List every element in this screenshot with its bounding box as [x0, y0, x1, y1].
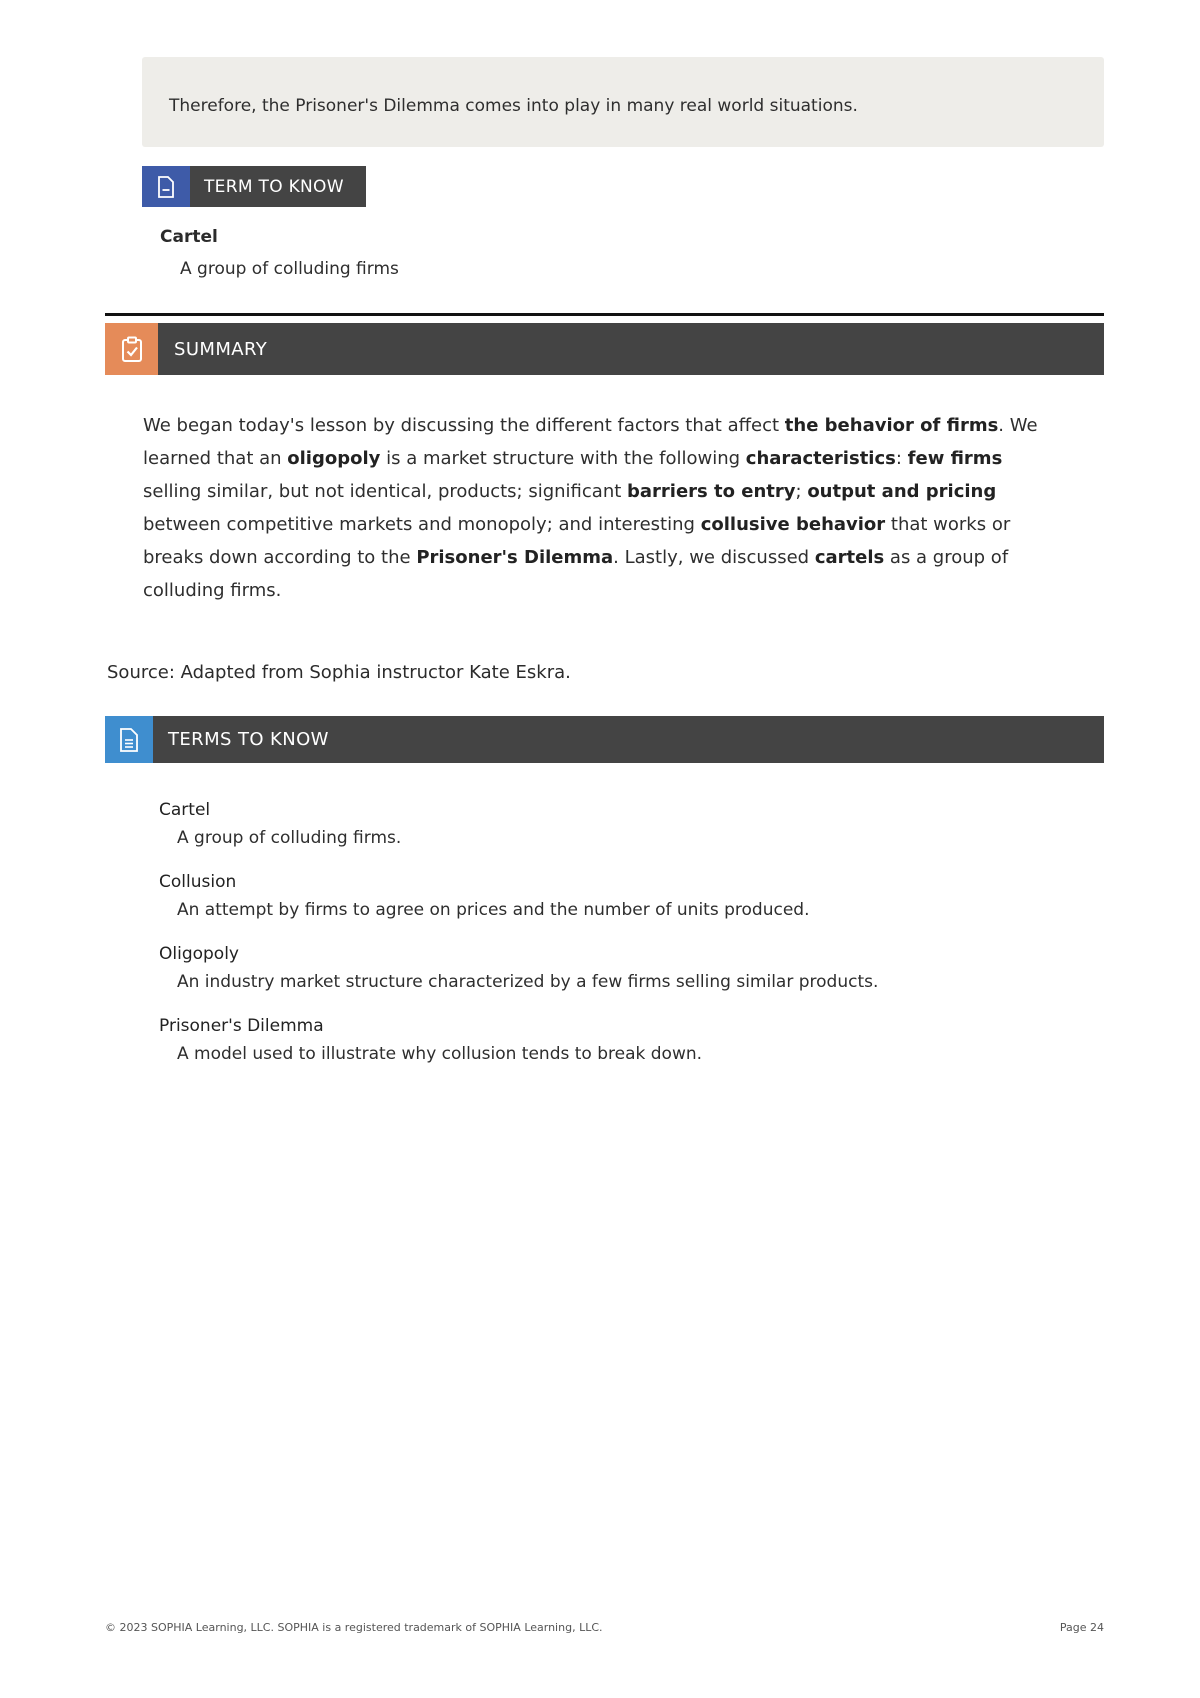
term-definition: A group of colluding firms [180, 259, 399, 279]
terms-list [159, 800, 1059, 1088]
summary-paragraph [143, 409, 1063, 607]
summary-keyword: the behavior of firms [784, 415, 999, 436]
term-name: Collusion [159, 872, 237, 892]
footer-copyright: © 2023 SOPHIA Learning, LLC. SOPHIA is a registered trademark of SOPHIA Learning, LLC. [105, 1621, 603, 1634]
summary-text-segment: : [895, 448, 908, 469]
summary-text-segment: that works or breaks down according to the [143, 514, 1011, 568]
summary-keyword: few firms [907, 448, 1003, 469]
term-name: Cartel [159, 800, 211, 820]
summary-header [105, 323, 1104, 375]
summary-text-segment: ; [795, 481, 808, 502]
summary-keyword: barriers to entry [627, 481, 796, 502]
source-line: Source: Adapted from Sophia instructor Kate Eskra. [107, 662, 571, 683]
summary-text-segment: is a market structure with the following [380, 448, 746, 469]
term-definition: An attempt by firms to agree on prices and the number of units produced. [177, 900, 810, 920]
note-box [142, 57, 1104, 147]
summary-heading: SUMMARY [158, 323, 1104, 375]
term-to-know-header [142, 166, 366, 207]
list-item [159, 1016, 1059, 1068]
footer-page-number: Page 24 [1059, 1621, 1104, 1634]
clipboard-check-icon [105, 323, 158, 375]
list-item [159, 800, 1059, 852]
summary-keyword: output and pricing [807, 481, 997, 502]
term-name: Oligopoly [159, 944, 239, 964]
terms-to-know-header [105, 716, 1104, 763]
summary-text-segment: We began today's lesson by discussing the different factors that affect [143, 415, 785, 436]
terms-to-know-heading: TERMS TO KNOW [153, 716, 1104, 763]
list-item [159, 944, 1059, 996]
term-definition: An industry market structure characterized by a few firms selling similar products. [177, 972, 879, 992]
note-text: Therefore, the Prisoner's Dilemma comes into play in many real world situations. [169, 96, 858, 116]
term-definition: A model used to illustrate why collusion tends to break down. [177, 1044, 703, 1064]
summary-text-segment: as a group of colluding firms. [143, 547, 1009, 601]
term-to-know-heading: TERM TO KNOW [190, 166, 366, 207]
section-divider [105, 313, 1104, 316]
summary-text-segment: selling similar, but not identical, products; significant [143, 481, 628, 502]
summary-text-segment: . We learned that an [143, 415, 1038, 469]
list-item [159, 872, 1059, 924]
term-definition: A group of colluding firms. [177, 828, 402, 848]
summary-keyword: cartels [814, 547, 885, 568]
term-name: Prisoner's Dilemma [159, 1016, 324, 1036]
term-name: Cartel [160, 227, 218, 247]
document-icon [142, 166, 190, 207]
summary-text-segment: . Lastly, we discussed [613, 547, 815, 568]
summary-keyword: Prisoner's Dilemma [416, 547, 614, 568]
summary-keyword: collusive behavior [700, 514, 886, 535]
document-icon [105, 716, 153, 763]
summary-text-segment: between competitive markets and monopoly; and interesting [143, 514, 701, 535]
summary-keyword: oligopoly [287, 448, 381, 469]
summary-keyword: characteristics [745, 448, 896, 469]
